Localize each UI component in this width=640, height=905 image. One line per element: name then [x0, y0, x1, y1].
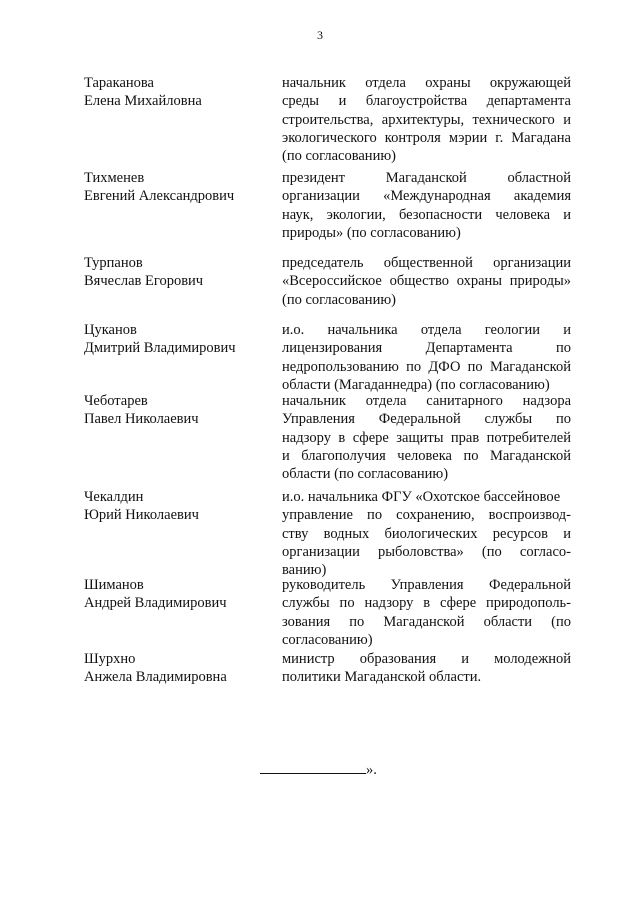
position-description [282, 392, 571, 483]
given-names: Вячеслав Егорович [84, 273, 204, 290]
description-line: начальник отдела санитарного надзора [282, 393, 571, 409]
description-line: наук, экологии, безопасности человека и [282, 206, 571, 223]
description-line: президент Магаданской областной [282, 170, 571, 186]
description-line: и.о. начальника отдела геологии и [282, 322, 571, 338]
person-name [84, 650, 264, 687]
description-line: области (по согласованию) [282, 466, 449, 483]
given-names: Евгений Александрович [84, 188, 235, 205]
given-names: Юрий Николаевич [84, 507, 199, 524]
given-names: Павел Николаевич [84, 411, 199, 428]
description-line: экологического контроля мэрии г. Магадана [282, 129, 571, 146]
closing-line [260, 760, 377, 779]
description-line: организации «Международная академия [282, 188, 571, 205]
position-description [282, 254, 571, 309]
person-name [84, 488, 264, 525]
person-name [84, 576, 264, 613]
surname: Турпанов [84, 255, 143, 271]
surname: Цуканов [84, 322, 137, 338]
position-description [282, 650, 571, 687]
description-line: политики Магаданской области. [282, 669, 482, 686]
description-line: среды и благоустройства департамента [282, 93, 571, 110]
person-name [84, 321, 264, 358]
person-name [84, 392, 264, 429]
closing-quote: ». [366, 762, 377, 778]
description-line: Управления Федеральной службы по [282, 411, 571, 428]
person-name [84, 169, 264, 206]
position-description [282, 488, 571, 579]
description-line: министр образования и молодежной [282, 651, 571, 667]
description-line: надзору в сфере защиты прав потребителей [282, 429, 571, 446]
surname: Шиманов [84, 577, 144, 593]
surname: Тихменев [84, 170, 145, 186]
signature-rule [260, 760, 366, 774]
description-line: согласованию) [282, 631, 373, 648]
description-line: руководитель Управления Федеральной [282, 577, 571, 593]
surname: Чеботарев [84, 393, 148, 409]
given-names: Дмитрий Владимирович [84, 340, 236, 357]
description-line: зования по Магаданской области (по [282, 613, 571, 630]
position-description [282, 74, 571, 165]
description-line: (по согласованию) [282, 291, 396, 308]
description-line: лицензирования Департамента по [282, 340, 571, 357]
given-names: Анжела Владимировна [84, 669, 227, 686]
person-name [84, 254, 264, 291]
position-description [282, 576, 571, 649]
person-name [84, 74, 264, 111]
description-line: области (Магаданнедра) (по согласованию) [282, 376, 550, 393]
description-line: и благополучия человека по Магаданской [282, 447, 571, 464]
surname: Тараканова [84, 75, 154, 91]
description-line: начальник отдела охраны окружающей [282, 75, 571, 91]
description-line: организации рыболовства» (по согласо- [282, 543, 571, 560]
description-line: ванию) [282, 562, 327, 579]
description-line: управление по сохранению, воспроизвод- [282, 507, 571, 524]
description-line: недропользованию по ДФО по Магаданской [282, 358, 571, 375]
position-description [282, 321, 571, 394]
description-line: природы» (по согласованию) [282, 224, 461, 241]
description-line: председатель общественной организации [282, 255, 571, 271]
description-line: и.о. начальника ФГУ «Охотское бассейновое [282, 489, 561, 505]
description-line: службы по надзору в сфере природополь- [282, 595, 571, 612]
surname: Чекалдин [84, 489, 144, 505]
description-line: строительства, архитектуры, технического и [282, 111, 571, 128]
position-description [282, 169, 571, 242]
description-line: ству водных биологических ресурсов и [282, 525, 571, 542]
description-line: (по согласованию) [282, 148, 396, 165]
surname: Шурхно [84, 651, 136, 667]
page-number: 3 [317, 28, 323, 42]
given-names: Андрей Владимирович [84, 595, 227, 612]
description-line: «Всероссийское общество охраны природы» [282, 273, 571, 290]
given-names: Елена Михайловна [84, 93, 202, 110]
